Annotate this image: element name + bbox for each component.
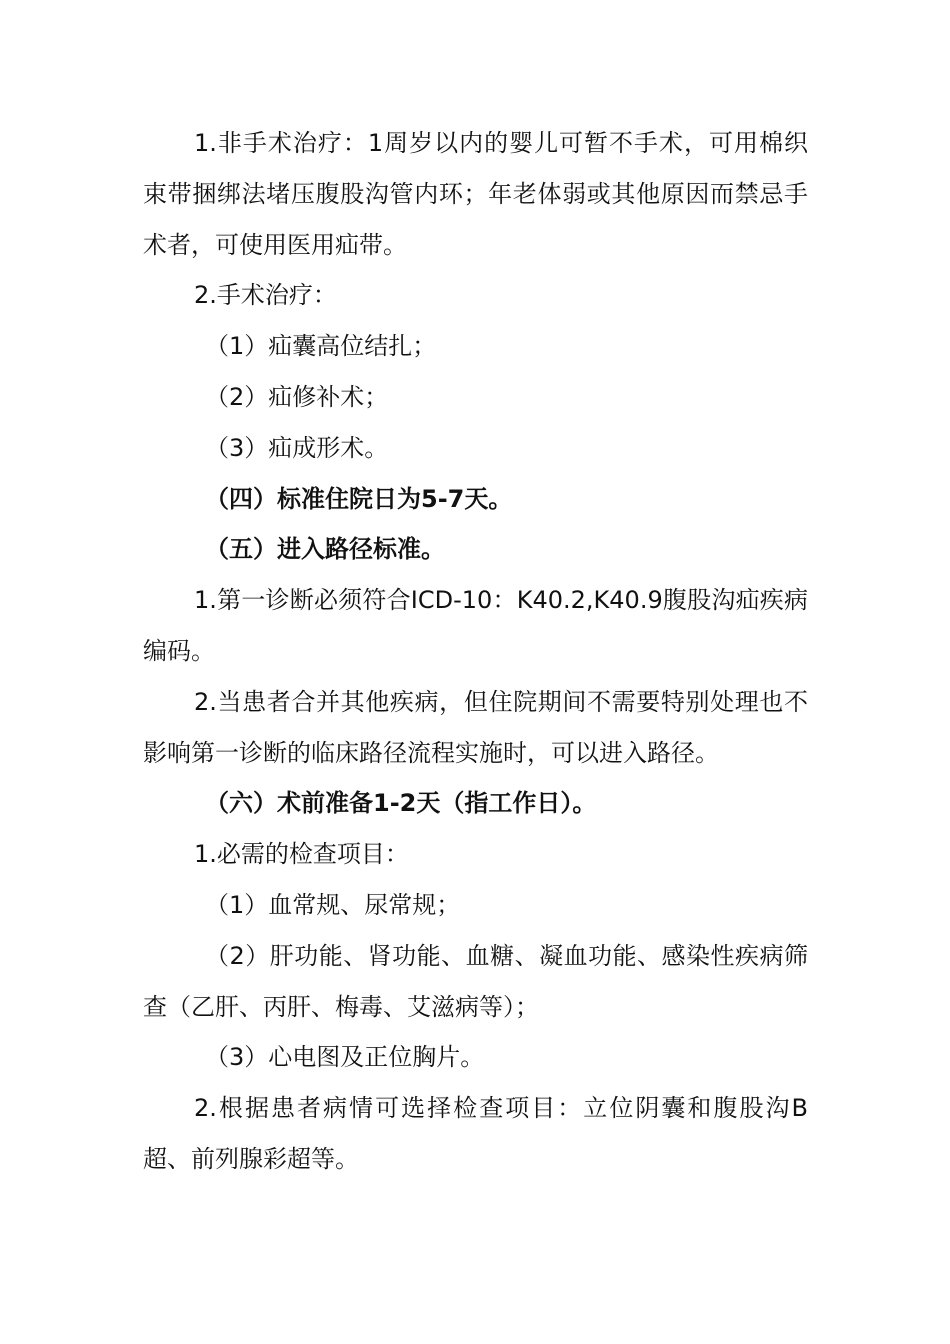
section-heading-6: （六）术前准备1-2天（指工作日）。 bbox=[205, 789, 597, 818]
list-item-tests-1: （1）血常规、尿常规； bbox=[205, 890, 461, 919]
list-item-tests-3: （3）心电图及正位胸片。 bbox=[205, 1043, 485, 1072]
document-body bbox=[143, 118, 808, 1185]
section-heading-5: （五）进入路径标准。 bbox=[205, 535, 445, 564]
section-heading-4: （四）标准住院日为5-7天。 bbox=[205, 484, 513, 513]
paragraph-diagnosis: 1.第一诊断必须符合ICD-10：K40.2,K40.9腹股沟疝疾病编码。 bbox=[143, 586, 808, 665]
list-item-1: （1）疝囊高位结扎； bbox=[205, 332, 437, 361]
paragraph-surgical-heading: 2.手术治疗： bbox=[194, 281, 337, 310]
paragraph-optional-tests: 2.根据患者病情可选择检查项目：立位阴囊和腹股沟B超、前列腺彩超等。 bbox=[143, 1094, 808, 1173]
paragraph-comorbidity: 2.当患者合并其他疾病，但住院期间不需要特别处理也不影响第一诊断的临床路径流程实施时，可以进入路径。 bbox=[143, 687, 808, 767]
list-item-2: （2）疝修补术； bbox=[205, 382, 389, 411]
paragraph-required-tests: 1.必需的检查项目： bbox=[194, 840, 409, 869]
list-item-3: （3）疝成形术。 bbox=[205, 433, 389, 462]
list-item-tests-2: （2）肝功能、肾功能、血糖、凝血功能、感染性疾病筛查（乙肝、丙肝、梅毒、艾滋病等）； bbox=[143, 941, 808, 1021]
paragraph-nonsurgical: 1.非手术治疗：1周岁以内的婴儿可暂不手术，可用棉织束带捆绑法堵压腹股沟管内环；年老体弱或其他原因而禁忌手术者，可使用医用疝带。 bbox=[143, 129, 808, 259]
